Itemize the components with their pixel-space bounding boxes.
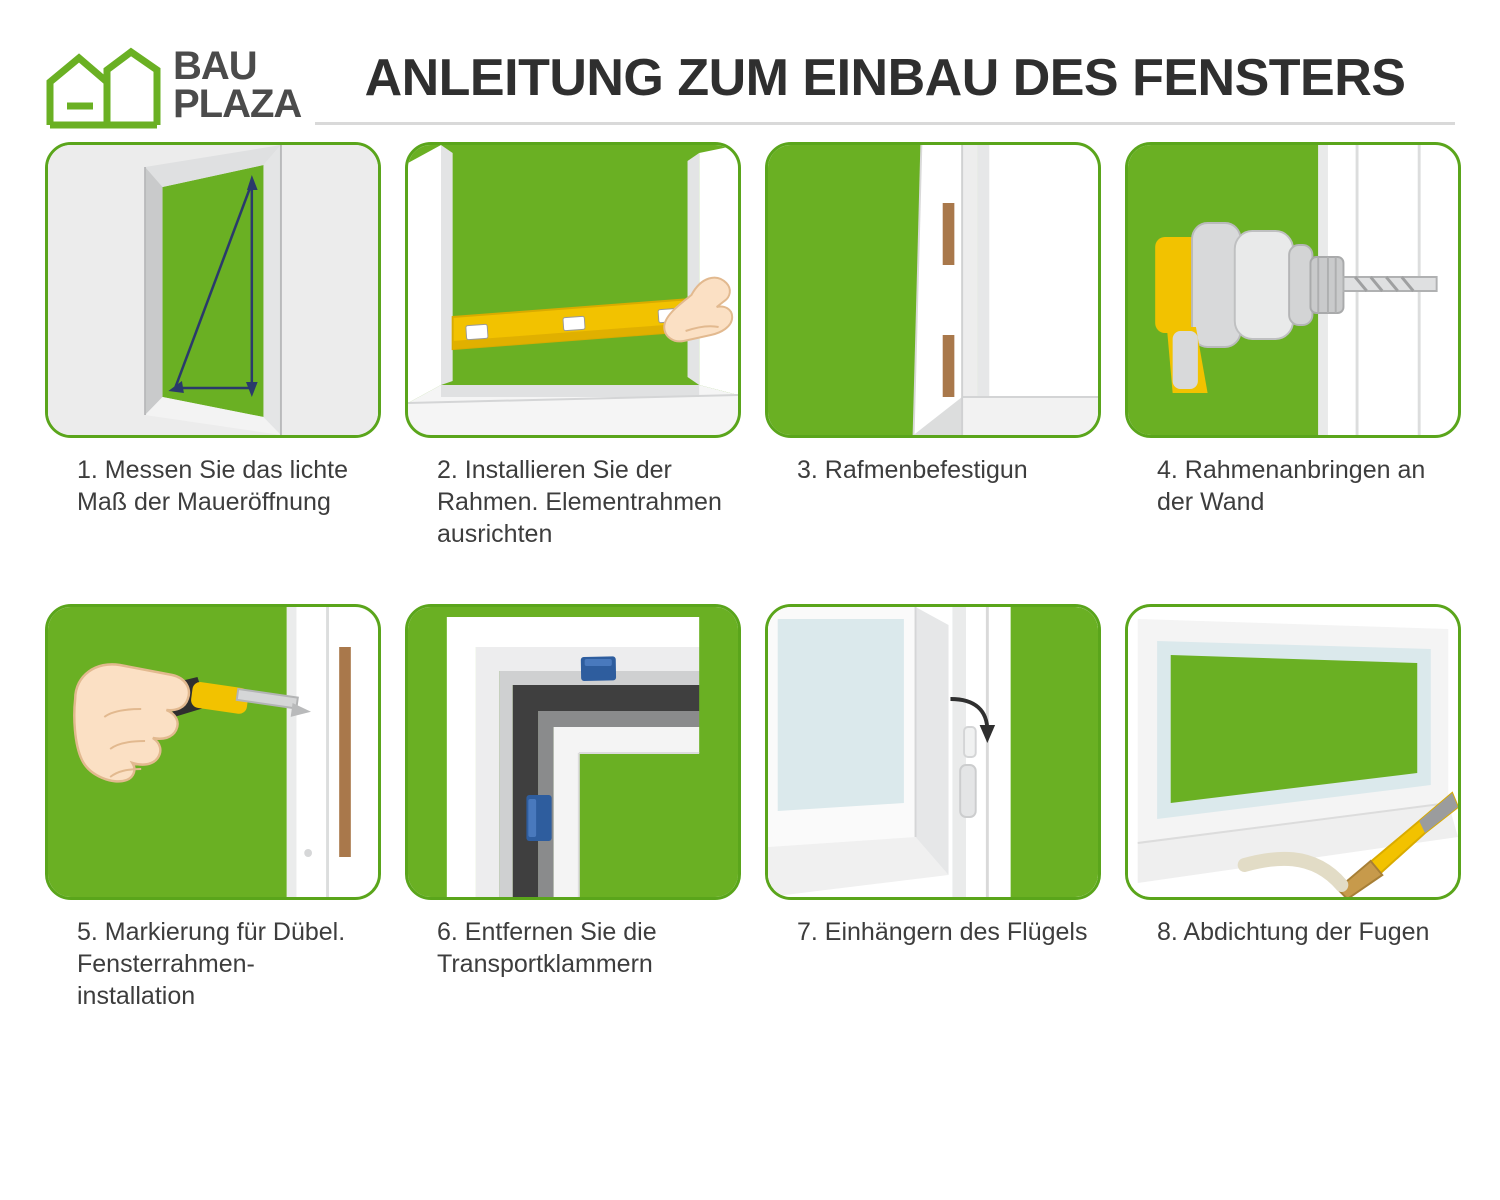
step-caption-8: 8. Abdichtung der Fugen [1157, 918, 1430, 946]
step-image-2 [405, 142, 741, 438]
step-image-1 [45, 142, 381, 438]
step-caption-1: 1. Messen Sie das lichte Maß der Maueröffnung [77, 456, 348, 516]
step-caption-2: 2. Installieren Sie der Rahmen. Elementrahmen ausrichten [437, 456, 722, 548]
brand-name-line1: BAU [173, 44, 257, 88]
step-image-8 [1125, 604, 1461, 900]
title-divider [315, 122, 1455, 125]
step-caption-7: 7. Einhängern des Flügels [797, 918, 1088, 946]
step-caption-6: 6. Entfernen Sie die Transportklammern [437, 918, 657, 978]
step-card-1 [45, 142, 375, 604]
step-caption-4: 4. Rahmenanbringen an der Wand [1157, 456, 1426, 516]
step-card-3 [765, 142, 1095, 604]
step-card-6 [405, 604, 735, 1066]
brand-wordmark [173, 44, 302, 126]
step-image-7 [765, 604, 1101, 900]
step-image-3 [765, 142, 1101, 438]
brand-name-line2: PLAZA [173, 82, 302, 126]
page-title: ANLEITUNG ZUM EINBAU DES FENSTERS [364, 49, 1406, 107]
step-card-5 [45, 604, 375, 1066]
page-header [0, 0, 1500, 130]
brand-logo [45, 40, 302, 130]
step-caption-3: 3. Rafmenbefestigun [797, 456, 1028, 484]
step-card-4 [1125, 142, 1455, 604]
step-image-4 [1125, 142, 1461, 438]
step-image-6 [405, 604, 741, 900]
title-block [295, 40, 1455, 125]
step-caption-5: 5. Markierung für Dübel. Fensterrahmen-installation [77, 918, 346, 1010]
step-card-7 [765, 604, 1095, 1066]
step-image-5 [45, 604, 381, 900]
step-card-8 [1125, 604, 1455, 1066]
house-outline-icon [45, 40, 163, 130]
step-card-2 [405, 142, 735, 604]
steps-grid [0, 130, 1500, 1066]
